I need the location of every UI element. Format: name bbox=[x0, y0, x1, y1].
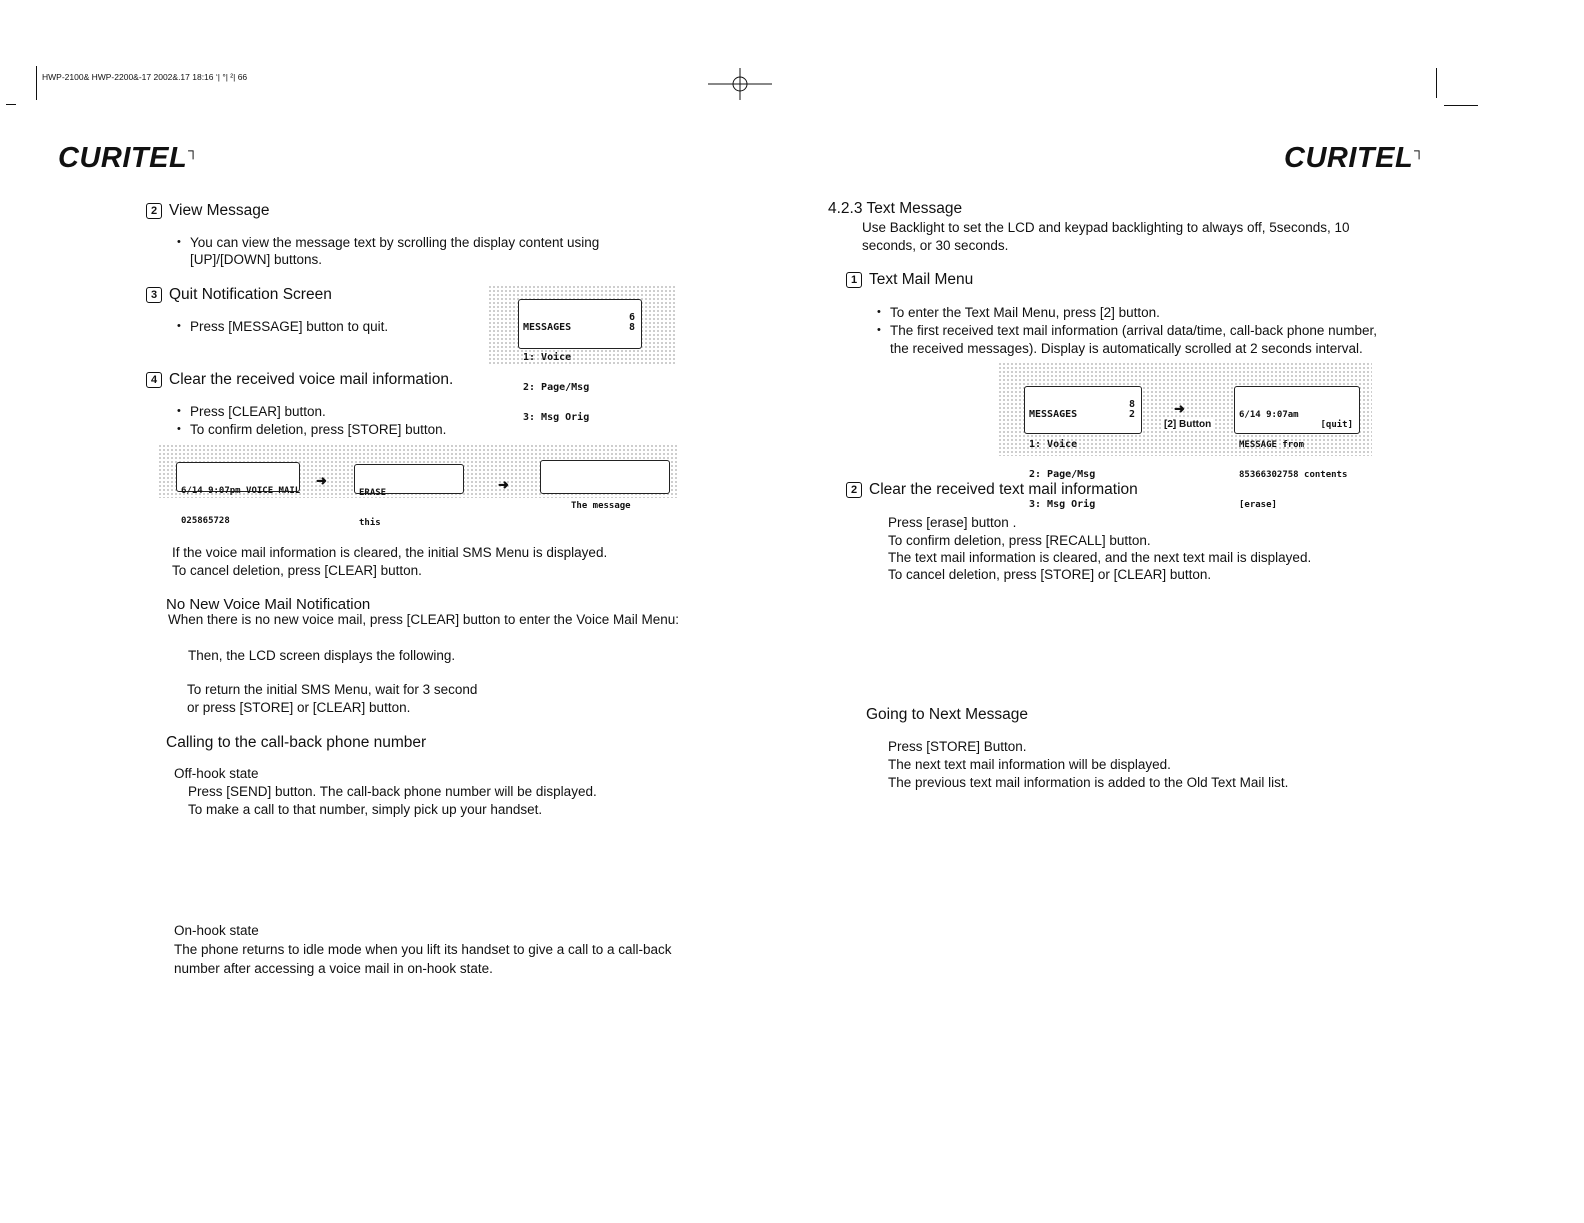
paragraph-line: If the voice mail information is cleared, the initial SMS Menu is displayed. bbox=[172, 545, 608, 560]
lcd-line: 1: Voice bbox=[1029, 439, 1078, 450]
brand-name: CURITEL bbox=[1284, 142, 1414, 174]
paragraph-line: The next text mail information will be displayed. bbox=[888, 757, 1171, 772]
lcd-line: this bbox=[359, 518, 381, 528]
paragraph-line: To make a call to that number, simply pick up your handset. bbox=[188, 802, 543, 817]
lcd-line: MESSAGES bbox=[1029, 409, 1078, 420]
arrow-icon: ➜ bbox=[316, 473, 327, 488]
print-header: HWP-2100& HWP-2200&-17 2002&.17 18:16 ‘| °| ²| 66 bbox=[42, 72, 248, 82]
crop-mark-left bbox=[36, 66, 37, 100]
section-clear-voice-mail bbox=[146, 370, 453, 389]
lcd-line: ERASE bbox=[359, 488, 387, 498]
lcd-screen bbox=[1234, 386, 1360, 510]
section-title: Quit Notification Screen bbox=[169, 286, 332, 303]
paragraph-line: or press [STORE] or [CLEAR] button. bbox=[187, 700, 411, 715]
lcd-line: 2: Page/Msg bbox=[1029, 469, 1096, 480]
lcd-line: 1: Voice bbox=[523, 352, 572, 363]
paragraph-line: seconds, or 30 seconds. bbox=[862, 238, 1009, 253]
subheading-no-new-voice-mail: No New Voice Mail Notification bbox=[166, 596, 371, 613]
lcd-count: 8 bbox=[628, 322, 635, 333]
section-title: View Message bbox=[169, 202, 270, 219]
paragraph-line: To cancel deletion, press [STORE] or [CLEAR] button. bbox=[888, 567, 1212, 582]
paragraph-line: Then, the LCD screen displays the following. bbox=[188, 648, 456, 663]
section-text-mail-menu bbox=[846, 270, 973, 289]
lcd-line: 3: Msg Orig bbox=[1029, 499, 1096, 510]
lcd-display-messages bbox=[488, 285, 676, 423]
subheading-on-hook: On-hook state bbox=[174, 923, 259, 938]
section-view-message bbox=[146, 201, 270, 220]
brand-logo-left bbox=[58, 142, 199, 175]
crop-mark-right bbox=[1436, 68, 1437, 98]
lcd-line: MESSAGES bbox=[523, 322, 572, 333]
subheading-off-hook: Off-hook state bbox=[174, 766, 259, 781]
bullet-item: • The first received text mail information (arrival data/time, call-back phone number, bbox=[890, 322, 1377, 339]
lcd-line: 85366302758 contents bbox=[1239, 470, 1348, 480]
paragraph-line: Press [erase] button . bbox=[888, 515, 1017, 530]
registration-mark-icon bbox=[708, 68, 772, 100]
paragraph-line: When there is no new voice mail, press [CLEAR] button to enter the Voice Mail Menu: bbox=[168, 612, 680, 627]
lcd-line: 025865728 bbox=[181, 516, 230, 526]
paragraph-line: number after accessing a voice mail in on-hook state. bbox=[174, 961, 493, 976]
bullet-continuation: [UP]/[DOWN] buttons. bbox=[190, 252, 323, 267]
lcd-line: The message bbox=[571, 501, 631, 511]
lcd-count: 8 bbox=[1128, 399, 1135, 410]
arrow-icon: ➜ bbox=[1174, 401, 1185, 416]
paragraph-line: To cancel deletion, press [CLEAR] button. bbox=[172, 563, 422, 578]
lcd-line: 2: Page/Msg bbox=[523, 382, 590, 393]
bullet-item: • You can view the message text by scrolling the display content using bbox=[190, 234, 599, 251]
lcd-count: 2 bbox=[1128, 409, 1135, 420]
paragraph-line: The previous text mail information is added to the Old Text Mail list. bbox=[888, 775, 1289, 790]
lcd-screen bbox=[540, 460, 670, 511]
brand-mark: ┐ bbox=[188, 142, 199, 158]
lcd-line: 6/14 9:07pm VOICE MAIL bbox=[181, 486, 301, 496]
bullet-item: • Press [CLEAR] button. bbox=[190, 403, 326, 420]
bullet-continuation: the received messages). Display is automatically scrolled at 2 seconds interval. bbox=[890, 341, 1363, 356]
section-number: 2 bbox=[846, 482, 862, 498]
section-title: Clear the received text mail information bbox=[869, 481, 1138, 498]
paragraph-line: The text mail information is cleared, and the next text mail is displayed. bbox=[888, 550, 1312, 565]
section-clear-text-mail bbox=[846, 480, 1138, 499]
paragraph-line: Use Backlight to set the LCD and keypad backlighting to always off, 5seconds, 10 bbox=[862, 220, 1350, 235]
paragraph-line: To return the initial SMS Menu, wait for 3 second bbox=[187, 682, 478, 697]
lcd-screen bbox=[518, 299, 642, 423]
brand-mark: ┐ bbox=[1414, 142, 1425, 158]
lcd-line: [erase] bbox=[1239, 500, 1277, 510]
bullet-item: • To enter the Text Mail Menu, press [2] button. bbox=[890, 304, 1160, 321]
lcd-display-voice-mail bbox=[158, 444, 678, 528]
paragraph-line: To confirm deletion, press [RECALL] button. bbox=[888, 533, 1151, 548]
section-title: Clear the received voice mail information. bbox=[169, 371, 454, 388]
section-title-text-message: 4.2.3 Text Message bbox=[828, 200, 963, 217]
section-number: 1 bbox=[846, 272, 862, 288]
lcd-line: 6/14 9:07am bbox=[1239, 410, 1299, 420]
lcd-screen bbox=[1024, 386, 1142, 510]
section-number: 4 bbox=[146, 372, 162, 388]
lcd-screen bbox=[176, 462, 301, 526]
subheading-going-next: Going to Next Message bbox=[866, 706, 1028, 723]
section-number: 3 bbox=[146, 287, 162, 303]
arrow-icon: ➜ bbox=[498, 477, 509, 492]
subheading-calling: Calling to the call-back phone number bbox=[166, 734, 427, 751]
bullet-item: • To confirm deletion, press [STORE] button. bbox=[190, 421, 446, 438]
brand-logo-right bbox=[1284, 142, 1425, 175]
paragraph-line: The phone returns to idle mode when you lift its handset to give a call to a call-back bbox=[174, 942, 672, 957]
button-label: [2] Button bbox=[1164, 419, 1212, 430]
crop-mark-right-tick bbox=[1444, 105, 1478, 106]
lcd-line: 3: Msg Orig bbox=[523, 412, 590, 423]
brand-name: CURITEL bbox=[58, 142, 188, 174]
section-quit-notification bbox=[146, 285, 332, 304]
section-number: 2 bbox=[146, 203, 162, 219]
lcd-count: 6 bbox=[628, 312, 635, 323]
paragraph-line: Press [STORE] Button. bbox=[888, 739, 1027, 754]
bullet-item: • Press [MESSAGE] button to quit. bbox=[190, 318, 388, 335]
lcd-line: MESSAGE from bbox=[1239, 440, 1305, 450]
paragraph-line: Press [SEND] button. The call-back phone number will be displayed. bbox=[188, 784, 597, 799]
section-title: Text Mail Menu bbox=[869, 271, 974, 288]
crop-mark-left-tick bbox=[6, 104, 16, 105]
lcd-screen bbox=[354, 464, 464, 528]
lcd-quit: [quit] bbox=[1320, 420, 1353, 430]
